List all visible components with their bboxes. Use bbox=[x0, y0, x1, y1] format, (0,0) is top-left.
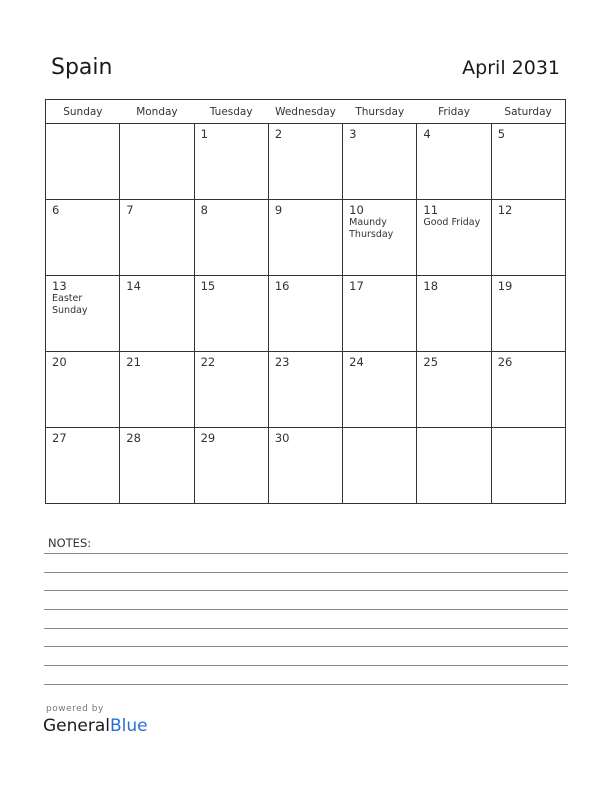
weekday-friday: Friday bbox=[417, 100, 491, 124]
day-cell bbox=[46, 124, 120, 200]
day-cell bbox=[417, 352, 491, 428]
week-row bbox=[46, 124, 566, 200]
weekday-tuesday: Tuesday bbox=[194, 100, 268, 124]
day-cell bbox=[268, 428, 342, 504]
day-number: 6 bbox=[52, 203, 60, 217]
day-number: 9 bbox=[274, 203, 283, 217]
logo-blue: Blue bbox=[110, 716, 148, 736]
holiday-label: Easter Sunday bbox=[52, 293, 88, 316]
day-cell bbox=[343, 352, 417, 428]
calendar-grid bbox=[45, 99, 566, 504]
month-title: April 2031 bbox=[462, 57, 560, 79]
day-number: 26 bbox=[497, 355, 513, 369]
holiday-label: Maundy Thursday bbox=[349, 217, 394, 240]
day-number: 1 bbox=[200, 127, 208, 141]
notes-line bbox=[44, 628, 568, 629]
notes-line bbox=[44, 646, 568, 647]
day-number: 11 bbox=[423, 203, 439, 217]
day-number: 25 bbox=[423, 355, 439, 369]
notes-line bbox=[44, 665, 568, 666]
day-cell bbox=[194, 352, 268, 428]
day-number: 7 bbox=[126, 203, 134, 217]
day-cell bbox=[120, 124, 194, 200]
notes-line bbox=[44, 590, 568, 591]
day-cell bbox=[194, 200, 268, 276]
day-cell bbox=[343, 276, 417, 352]
day-cell bbox=[46, 276, 120, 352]
day-cell bbox=[46, 428, 120, 504]
day-number: 17 bbox=[349, 279, 364, 293]
day-number: 10 bbox=[349, 203, 364, 217]
weekday-thursday: Thursday bbox=[343, 100, 417, 124]
week-row bbox=[46, 428, 566, 504]
day-cell bbox=[343, 200, 417, 276]
day-cell bbox=[120, 200, 194, 276]
notes-line bbox=[44, 609, 568, 610]
notes-line bbox=[44, 553, 568, 554]
day-number: 3 bbox=[349, 127, 357, 141]
day-number: 23 bbox=[274, 355, 290, 369]
notes-line bbox=[44, 684, 568, 685]
day-number: 21 bbox=[126, 355, 141, 369]
day-cell bbox=[491, 428, 565, 504]
day-number: 20 bbox=[52, 355, 67, 369]
week-row bbox=[46, 352, 566, 428]
week-row bbox=[46, 200, 566, 276]
day-cell bbox=[417, 124, 491, 200]
day-cell bbox=[268, 200, 342, 276]
notes-label: NOTES: bbox=[48, 536, 92, 550]
weekday-sunday: Sunday bbox=[46, 100, 120, 124]
day-number: 28 bbox=[126, 431, 141, 445]
powered-by-text: powered by bbox=[46, 704, 104, 714]
day-number: 19 bbox=[497, 279, 513, 293]
day-cell bbox=[343, 124, 417, 200]
weekday-header-row bbox=[46, 100, 566, 124]
week-row bbox=[46, 276, 566, 352]
day-cell bbox=[417, 200, 491, 276]
day-number: 18 bbox=[423, 279, 439, 293]
day-number: 16 bbox=[274, 279, 290, 293]
day-number: 24 bbox=[349, 355, 364, 369]
day-cell bbox=[46, 352, 120, 428]
generalblue-logo[interactable] bbox=[43, 716, 148, 736]
day-cell bbox=[417, 428, 491, 504]
day-cell bbox=[343, 428, 417, 504]
day-cell bbox=[268, 124, 342, 200]
day-number: 12 bbox=[497, 203, 513, 217]
weekday-saturday: Saturday bbox=[491, 100, 565, 124]
day-number: 22 bbox=[200, 355, 216, 369]
day-cell bbox=[491, 276, 565, 352]
day-number: 30 bbox=[274, 431, 290, 445]
day-cell bbox=[120, 276, 194, 352]
day-number: 15 bbox=[200, 279, 216, 293]
day-cell bbox=[491, 200, 565, 276]
day-cell bbox=[194, 124, 268, 200]
day-number: 8 bbox=[200, 203, 208, 217]
day-number: 2 bbox=[274, 127, 283, 141]
day-cell bbox=[491, 352, 565, 428]
day-number: 14 bbox=[126, 279, 141, 293]
day-cell bbox=[417, 276, 491, 352]
day-cell bbox=[491, 124, 565, 200]
day-number: 29 bbox=[200, 431, 216, 445]
notes-line bbox=[44, 572, 568, 573]
weekday-wednesday: Wednesday bbox=[268, 100, 342, 124]
day-cell bbox=[194, 276, 268, 352]
day-cell bbox=[120, 352, 194, 428]
day-cell bbox=[120, 428, 194, 504]
weekday-monday: Monday bbox=[120, 100, 194, 124]
day-cell bbox=[268, 276, 342, 352]
day-cell bbox=[46, 200, 120, 276]
day-number: 27 bbox=[52, 431, 67, 445]
day-number: 4 bbox=[423, 127, 431, 141]
day-number: 5 bbox=[497, 127, 506, 141]
country-title: Spain bbox=[51, 55, 113, 80]
day-cell bbox=[268, 352, 342, 428]
logo-general: General bbox=[43, 716, 110, 736]
day-number: 13 bbox=[52, 279, 67, 293]
holiday-label: Good Friday bbox=[423, 217, 481, 228]
day-cell bbox=[194, 428, 268, 504]
